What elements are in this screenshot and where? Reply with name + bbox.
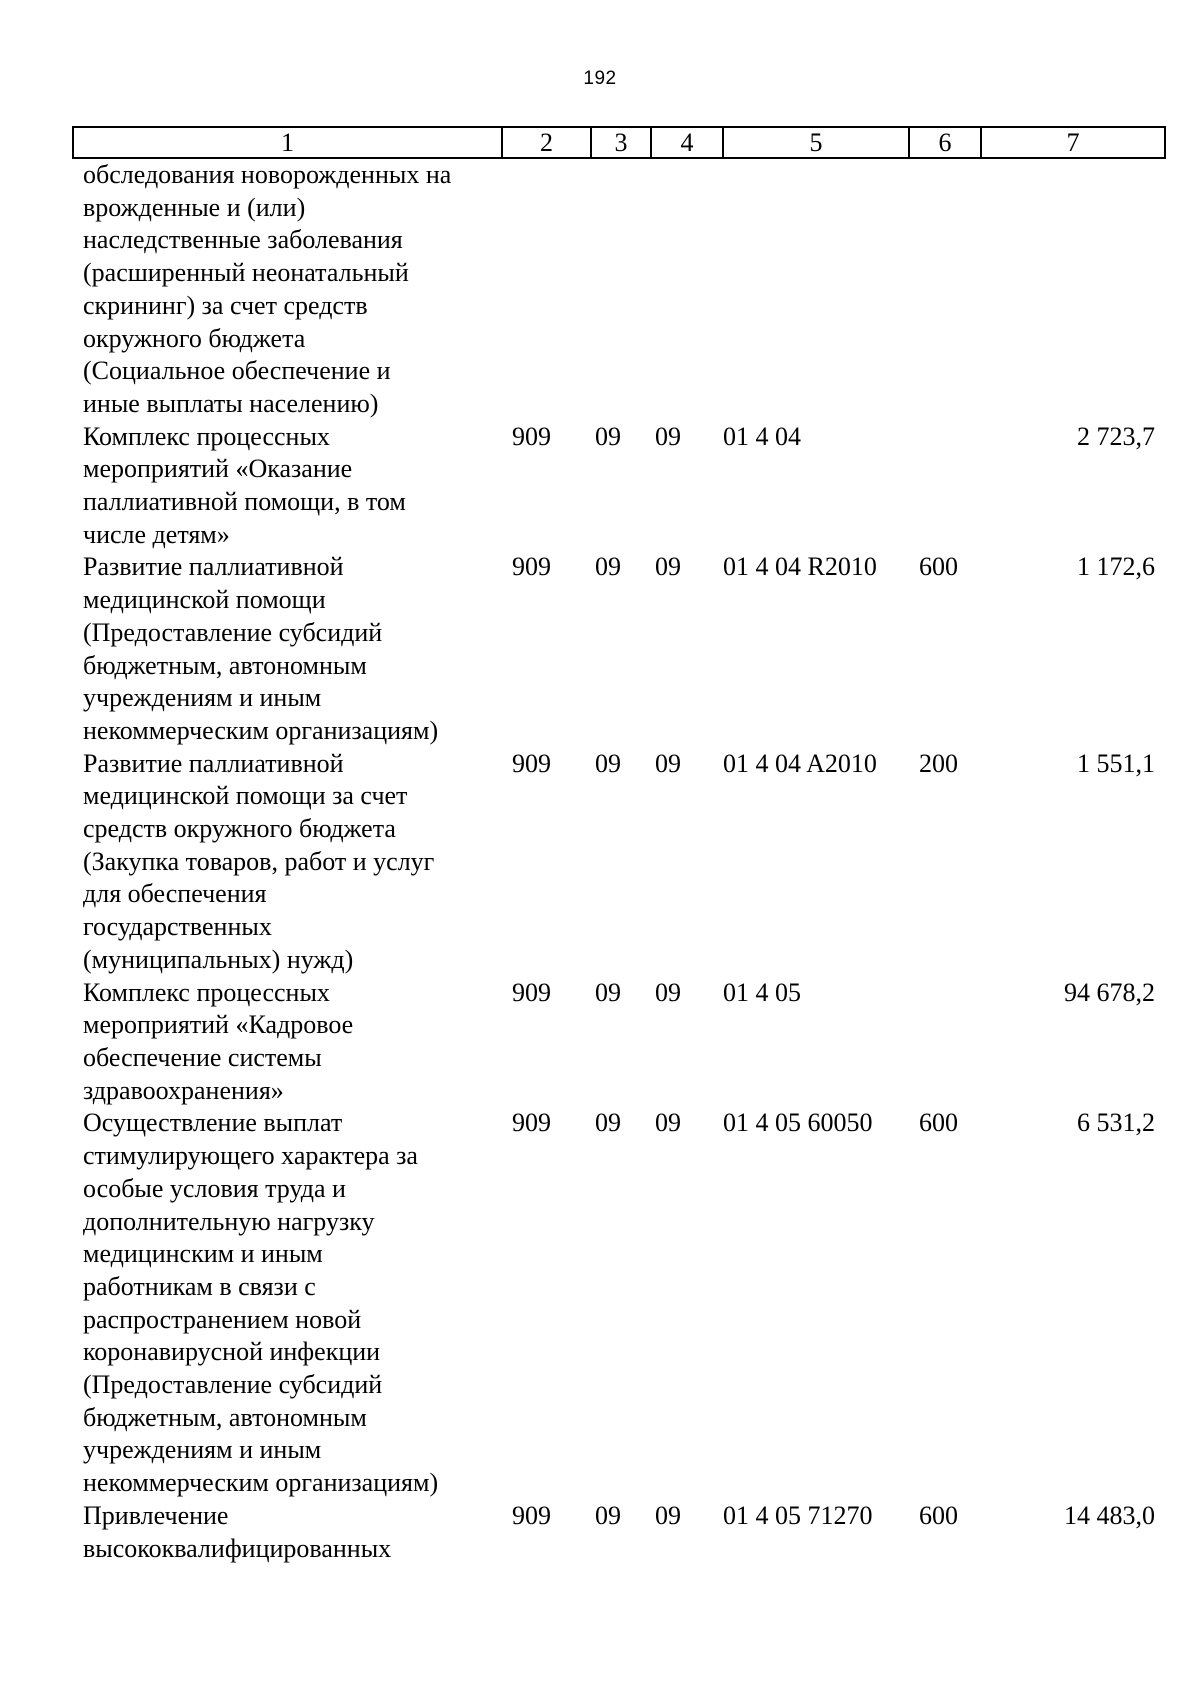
row-ministry-code: 909 — [512, 421, 551, 451]
row-subsection-code: 09 — [655, 748, 681, 778]
header-row — [73, 127, 1165, 158]
row-expense-type — [909, 977, 981, 1108]
row-target-article: 01 4 05 60050 — [723, 1108, 873, 1138]
row-section-code: 09 — [595, 977, 621, 1007]
row-subsection-code: 09 — [655, 977, 681, 1007]
row-ministry-code: 909 — [512, 1500, 551, 1530]
row-amount: 6 531,2 — [1077, 1108, 1155, 1138]
table-header — [73, 127, 1165, 158]
table-row — [73, 748, 1165, 977]
row-target-article: 01 4 05 71270 — [723, 1500, 873, 1530]
row-name: обследования новорожденных на врожденные и (или) наследственные заболевания (расширенный неонатальный скрининг) за счет средств окружного бюджета (Социальное обеспечение и иные выплаты населению) — [83, 160, 452, 418]
row-section-code — [591, 158, 651, 421]
row-target-article: 01 4 05 — [723, 977, 801, 1007]
header-col-4: 4 — [651, 127, 723, 158]
row-expense-type: 600 — [919, 1500, 958, 1530]
row-name: Комплекс процессных мероприятий «Кадровое обеспечение системы здравоохранения» — [83, 977, 354, 1105]
row-target-article: 01 4 04 R2010 — [723, 552, 877, 582]
budget-table — [72, 126, 1166, 1565]
row-amount: 2 723,7 — [1077, 421, 1155, 451]
row-subsection-code: 09 — [655, 1108, 681, 1138]
table-row — [73, 977, 1165, 1108]
row-expense-type: 200 — [919, 748, 958, 778]
table-row — [73, 1107, 1165, 1499]
row-section-code: 09 — [595, 748, 621, 778]
row-subsection-code: 09 — [655, 1500, 681, 1530]
table-row — [73, 1500, 1165, 1565]
row-amount: 1 551,1 — [1077, 748, 1155, 778]
header-col-5: 5 — [723, 127, 909, 158]
row-ministry-code: 909 — [512, 1108, 551, 1138]
table-body — [73, 158, 1165, 1565]
row-target-article: 01 4 04 A2010 — [723, 748, 877, 778]
row-ministry-code: 909 — [512, 748, 551, 778]
row-name: Комплекс процессных мероприятий «Оказание паллиативной помощи, в том числе детям» — [83, 421, 406, 549]
row-subsection-code: 09 — [655, 552, 681, 582]
row-expense-type — [909, 158, 981, 421]
row-name: Развитие паллиативной медицинской помощи (Предоставление субсидий бюджетным, автономным учреждениям и иным некоммерческим организациям) — [83, 552, 439, 745]
row-target-article: 01 4 04 — [723, 421, 801, 451]
row-ministry-code — [502, 158, 591, 421]
row-subsection-code — [651, 158, 723, 421]
row-expense-type: 600 — [919, 552, 958, 582]
row-ministry-code: 909 — [512, 552, 551, 582]
row-section-code: 09 — [595, 1108, 621, 1138]
page-number: 192 — [583, 68, 617, 89]
row-amount: 1 172,6 — [1077, 552, 1155, 582]
row-amount — [981, 158, 1165, 421]
table-row — [73, 421, 1165, 552]
row-name: Осуществление выплат стимулирующего характера за особые условия труда и дополнительную нагрузку медицинским и иным работникам в связи с распространением новой коронавирусной инфекции (Предоставление субсидий бюджетным, автономным учреждениям и иным некоммерческим организациям) — [83, 1108, 439, 1498]
row-target-article — [723, 158, 909, 421]
header-col-1: 1 — [73, 127, 502, 158]
row-name: Привлечение высококвалифицированных — [83, 1500, 392, 1563]
row-subsection-code: 09 — [655, 421, 681, 451]
row-expense-type: 600 — [919, 1108, 958, 1138]
row-amount: 14 483,0 — [1064, 1500, 1155, 1530]
table-row — [73, 551, 1165, 747]
header-col-2: 2 — [502, 127, 591, 158]
row-amount: 94 678,2 — [1064, 977, 1155, 1007]
header-col-7: 7 — [981, 127, 1165, 158]
table-row — [73, 158, 1165, 421]
row-section-code: 09 — [595, 552, 621, 582]
row-expense-type — [909, 421, 981, 552]
header-col-6: 6 — [909, 127, 981, 158]
row-ministry-code: 909 — [512, 977, 551, 1007]
row-section-code: 09 — [595, 1500, 621, 1530]
row-section-code: 09 — [595, 421, 621, 451]
header-col-3: 3 — [591, 127, 651, 158]
row-name: Развитие паллиативной медицинской помощи за счет средств окружного бюджета (Закупка товаров, работ и услуг для обеспечения государственных (муниципальных) нужд) — [83, 748, 435, 974]
